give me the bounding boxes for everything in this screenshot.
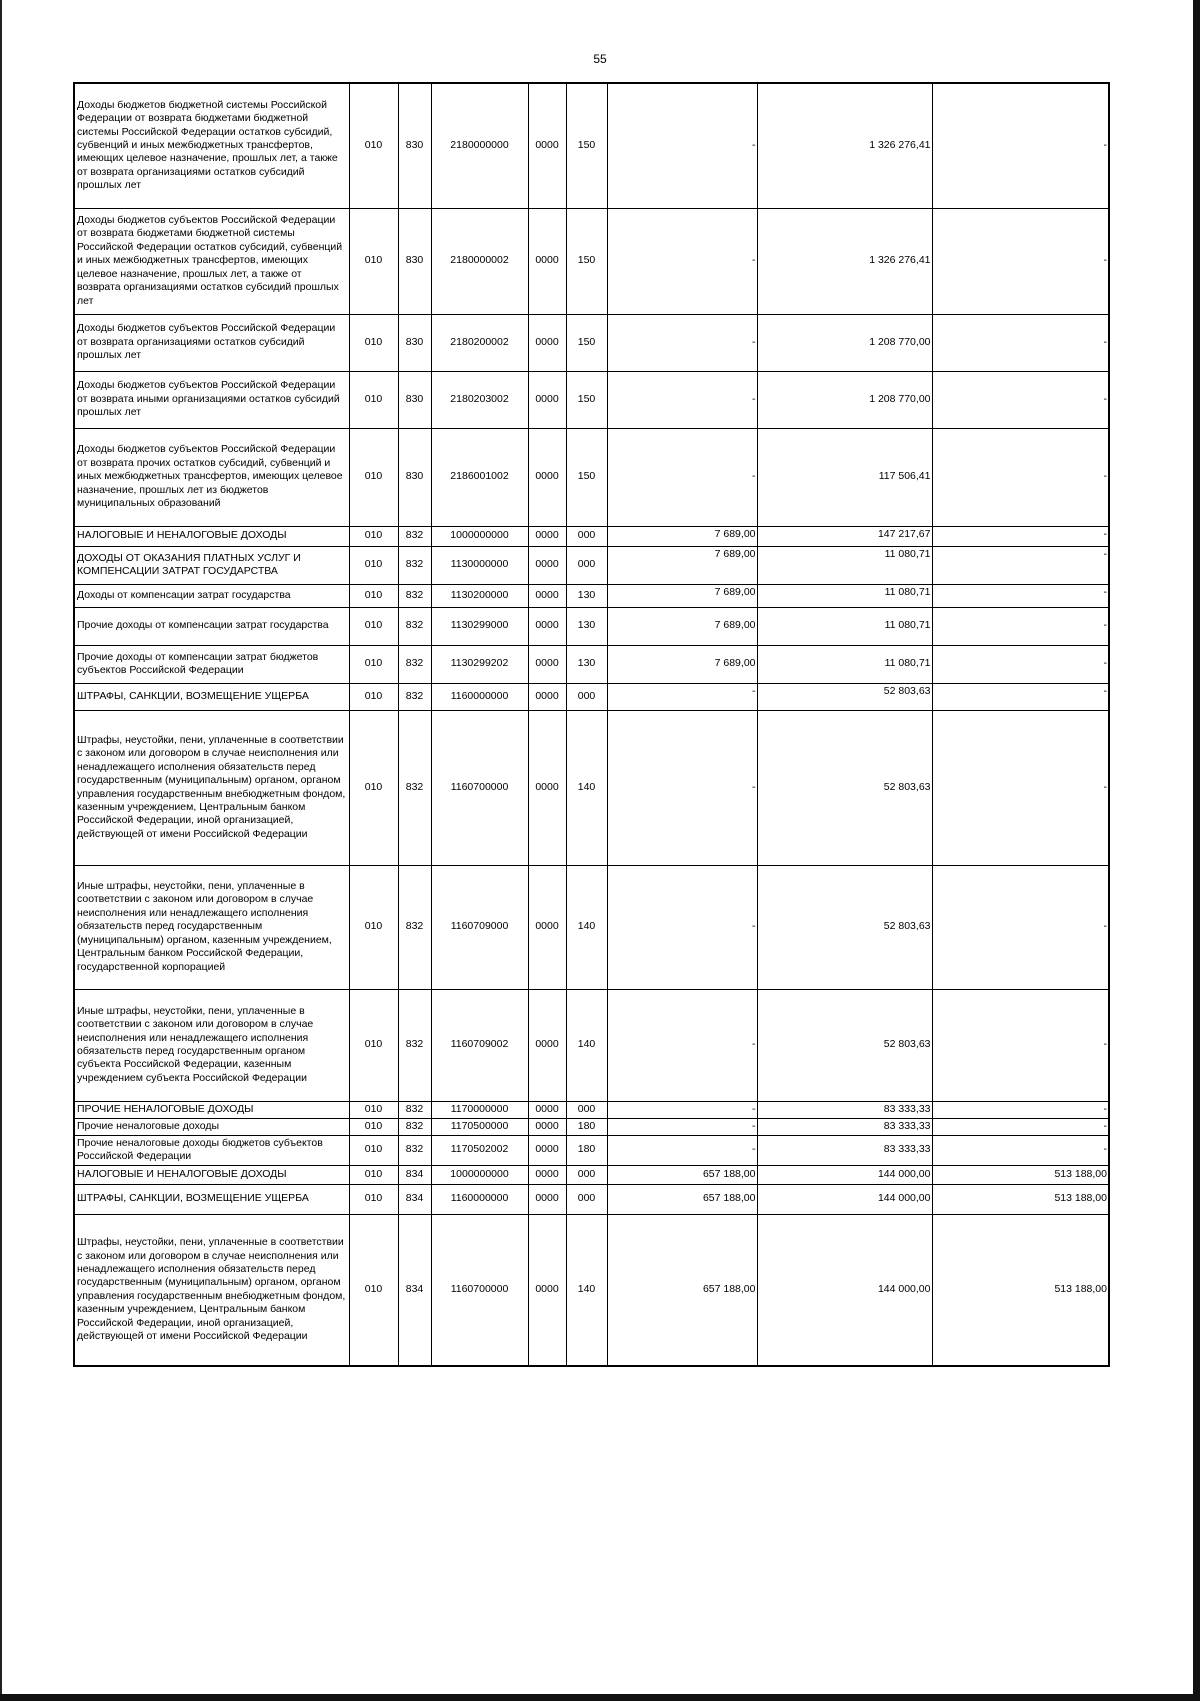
admin-code-cell: 830 bbox=[398, 314, 431, 371]
amount-cell-3: - bbox=[932, 1118, 1109, 1135]
chapter-code-cell: 010 bbox=[349, 83, 398, 208]
subtype-code-cell: 0000 bbox=[528, 546, 566, 584]
amount-cell-3: - bbox=[932, 526, 1109, 546]
amount-cell-1: 657 188,00 bbox=[607, 1184, 757, 1214]
row-name-cell: ПРОЧИЕ НЕНАЛОГОВЫЕ ДОХОДЫ bbox=[74, 1101, 349, 1118]
chapter-code-cell: 010 bbox=[349, 1135, 398, 1165]
amount-cell-1: - bbox=[607, 208, 757, 314]
amount-cell-1: - bbox=[607, 989, 757, 1101]
table-row bbox=[74, 645, 1109, 683]
subtype-code-cell: 0000 bbox=[528, 314, 566, 371]
admin-code-cell: 830 bbox=[398, 208, 431, 314]
admin-code-cell: 832 bbox=[398, 683, 431, 710]
admin-code-cell: 832 bbox=[398, 710, 431, 865]
amount-cell-2: 83 333,33 bbox=[757, 1118, 932, 1135]
table-row bbox=[74, 1135, 1109, 1165]
amount-cell-1: - bbox=[607, 314, 757, 371]
admin-code-cell: 834 bbox=[398, 1165, 431, 1184]
classification-code-cell: 150 bbox=[566, 428, 607, 526]
classification-code-cell: 180 bbox=[566, 1135, 607, 1165]
revenue-code-cell: 1130299202 bbox=[431, 645, 528, 683]
amount-cell-3: - bbox=[932, 710, 1109, 865]
subtype-code-cell: 0000 bbox=[528, 1214, 566, 1366]
table-row bbox=[74, 526, 1109, 546]
chapter-code-cell: 010 bbox=[349, 989, 398, 1101]
admin-code-cell: 832 bbox=[398, 607, 431, 645]
chapter-code-cell: 010 bbox=[349, 1101, 398, 1118]
row-name-cell: Доходы бюджетов бюджетной системы Российской Федерации от возврата бюджетами бюджетной системы Российской Федерации остатков субсидий, субвенций и иных межбюджетных трансфертов, имеющих целевое назначение, прошлых лет, а также от возврата организациями остатков субсидий прошлых лет bbox=[74, 83, 349, 208]
amount-cell-3: - bbox=[932, 607, 1109, 645]
amount-cell-2: 11 080,71 bbox=[757, 546, 932, 584]
classification-code-cell: 000 bbox=[566, 683, 607, 710]
chapter-code-cell: 010 bbox=[349, 710, 398, 865]
amount-cell-1: 7 689,00 bbox=[607, 546, 757, 584]
amount-cell-2: 83 333,33 bbox=[757, 1101, 932, 1118]
subtype-code-cell: 0000 bbox=[528, 645, 566, 683]
revenue-code-cell: 1130299000 bbox=[431, 607, 528, 645]
amount-cell-1: - bbox=[607, 1118, 757, 1135]
amount-cell-2: 11 080,71 bbox=[757, 584, 932, 607]
amount-cell-1: 7 689,00 bbox=[607, 607, 757, 645]
revenue-code-cell: 1160700000 bbox=[431, 1214, 528, 1366]
amount-cell-1: 657 188,00 bbox=[607, 1214, 757, 1366]
classification-code-cell: 130 bbox=[566, 607, 607, 645]
subtype-code-cell: 0000 bbox=[528, 865, 566, 989]
admin-code-cell: 834 bbox=[398, 1214, 431, 1366]
amount-cell-3: - bbox=[932, 865, 1109, 989]
subtype-code-cell: 0000 bbox=[528, 710, 566, 865]
amount-cell-1: - bbox=[607, 371, 757, 428]
revenue-code-cell: 1130200000 bbox=[431, 584, 528, 607]
amount-cell-1: 7 689,00 bbox=[607, 584, 757, 607]
amount-cell-2: 144 000,00 bbox=[757, 1214, 932, 1366]
amount-cell-2: 11 080,71 bbox=[757, 607, 932, 645]
amount-cell-2: 52 803,63 bbox=[757, 865, 932, 989]
chapter-code-cell: 010 bbox=[349, 607, 398, 645]
table-row bbox=[74, 314, 1109, 371]
classification-code-cell: 140 bbox=[566, 1214, 607, 1366]
amount-cell-2: 1 208 770,00 bbox=[757, 314, 932, 371]
amount-cell-1: - bbox=[607, 428, 757, 526]
revenue-code-cell: 1160700000 bbox=[431, 710, 528, 865]
revenue-code-cell: 1160709000 bbox=[431, 865, 528, 989]
amount-cell-2: 52 803,63 bbox=[757, 989, 932, 1101]
revenue-code-cell: 2186001002 bbox=[431, 428, 528, 526]
table-row bbox=[74, 1214, 1109, 1366]
classification-code-cell: 000 bbox=[566, 1101, 607, 1118]
subtype-code-cell: 0000 bbox=[528, 1135, 566, 1165]
amount-cell-1: - bbox=[607, 683, 757, 710]
scan-edge-right bbox=[1193, 0, 1200, 1701]
classification-code-cell: 150 bbox=[566, 314, 607, 371]
amount-cell-1: 7 689,00 bbox=[607, 526, 757, 546]
table-row bbox=[74, 83, 1109, 208]
chapter-code-cell: 010 bbox=[349, 1184, 398, 1214]
budget-revenue-table bbox=[73, 82, 1110, 1367]
amount-cell-1: - bbox=[607, 710, 757, 865]
row-name-cell: Доходы бюджетов субъектов Российской Федерации от возврата иными организациями остатков субсидий прошлых лет bbox=[74, 371, 349, 428]
table-row bbox=[74, 1184, 1109, 1214]
amount-cell-3: - bbox=[932, 208, 1109, 314]
revenue-code-cell: 1000000000 bbox=[431, 526, 528, 546]
revenue-code-cell: 1000000000 bbox=[431, 1165, 528, 1184]
table-row bbox=[74, 208, 1109, 314]
subtype-code-cell: 0000 bbox=[528, 1184, 566, 1214]
subtype-code-cell: 0000 bbox=[528, 607, 566, 645]
subtype-code-cell: 0000 bbox=[528, 584, 566, 607]
table-row bbox=[74, 1118, 1109, 1135]
amount-cell-3: - bbox=[932, 989, 1109, 1101]
row-name-cell: ДОХОДЫ ОТ ОКАЗАНИЯ ПЛАТНЫХ УСЛУГ И КОМПЕНСАЦИИ ЗАТРАТ ГОСУДАРСТВА bbox=[74, 546, 349, 584]
table-row bbox=[74, 371, 1109, 428]
row-name-cell: Доходы бюджетов субъектов Российской Федерации от возврата бюджетами бюджетной системы Российской Федерации остатков субсидий, субвенций и иных межбюджетных трансфертов, имеющих целевое назначение, прошлых лет, а также от возврата организациями остатков субсидий прошлых лет bbox=[74, 208, 349, 314]
classification-code-cell: 150 bbox=[566, 208, 607, 314]
amount-cell-1: 657 188,00 bbox=[607, 1165, 757, 1184]
admin-code-cell: 832 bbox=[398, 865, 431, 989]
amount-cell-3: 513 188,00 bbox=[932, 1165, 1109, 1184]
table-row bbox=[74, 546, 1109, 584]
amount-cell-2: 144 000,00 bbox=[757, 1184, 932, 1214]
table-row bbox=[74, 1165, 1109, 1184]
admin-code-cell: 830 bbox=[398, 371, 431, 428]
chapter-code-cell: 010 bbox=[349, 314, 398, 371]
chapter-code-cell: 010 bbox=[349, 371, 398, 428]
table-row bbox=[74, 584, 1109, 607]
classification-code-cell: 140 bbox=[566, 989, 607, 1101]
amount-cell-2: 52 803,63 bbox=[757, 683, 932, 710]
row-name-cell: НАЛОГОВЫЕ И НЕНАЛОГОВЫЕ ДОХОДЫ bbox=[74, 526, 349, 546]
subtype-code-cell: 0000 bbox=[528, 526, 566, 546]
row-name-cell: Прочие неналоговые доходы бюджетов субъектов Российской Федерации bbox=[74, 1135, 349, 1165]
amount-cell-1: - bbox=[607, 83, 757, 208]
admin-code-cell: 832 bbox=[398, 1118, 431, 1135]
amount-cell-2: 117 506,41 bbox=[757, 428, 932, 526]
amount-cell-3: - bbox=[932, 683, 1109, 710]
revenue-code-cell: 1160709002 bbox=[431, 989, 528, 1101]
classification-code-cell: 000 bbox=[566, 526, 607, 546]
admin-code-cell: 832 bbox=[398, 1135, 431, 1165]
row-name-cell: Прочие доходы от компенсации затрат бюджетов субъектов Российской Федерации bbox=[74, 645, 349, 683]
amount-cell-1: - bbox=[607, 1135, 757, 1165]
row-name-cell: Штрафы, неустойки, пени, уплаченные в соответствии с законом или договором в случае неисполнения или ненадлежащего исполнения обязательств перед государственным (муниципальным) органом, органом управления государственным внебюджетным фондом, казенным учреждением, Центральным банком Российской Федерации, иной организацией, действующей от имени Российской Федерации bbox=[74, 710, 349, 865]
chapter-code-cell: 010 bbox=[349, 546, 398, 584]
revenue-code-cell: 1170000000 bbox=[431, 1101, 528, 1118]
admin-code-cell: 832 bbox=[398, 645, 431, 683]
row-name-cell: Штрафы, неустойки, пени, уплаченные в соответствии с законом или договором в случае неисполнения или ненадлежащего исполнения обязательств перед государственным (муниципальным) органом, органом управления государственным внебюджетным фондом, казенным учреждением, Центральным банком Российской Федерации, иной организацией, действующей от имени Российской Федерации bbox=[74, 1214, 349, 1366]
amount-cell-3: - bbox=[932, 371, 1109, 428]
classification-code-cell: 130 bbox=[566, 584, 607, 607]
row-name-cell: Прочие неналоговые доходы bbox=[74, 1118, 349, 1135]
amount-cell-2: 147 217,67 bbox=[757, 526, 932, 546]
classification-code-cell: 140 bbox=[566, 865, 607, 989]
row-name-cell: ШТРАФЫ, САНКЦИИ, ВОЗМЕЩЕНИЕ УЩЕРБА bbox=[74, 1184, 349, 1214]
row-name-cell: Доходы бюджетов субъектов Российской Федерации от возврата организациями остатков субсидий прошлых лет bbox=[74, 314, 349, 371]
classification-code-cell: 180 bbox=[566, 1118, 607, 1135]
classification-code-cell: 150 bbox=[566, 83, 607, 208]
subtype-code-cell: 0000 bbox=[528, 208, 566, 314]
chapter-code-cell: 010 bbox=[349, 1165, 398, 1184]
admin-code-cell: 832 bbox=[398, 546, 431, 584]
table-body bbox=[74, 83, 1109, 1366]
revenue-code-cell: 1160000000 bbox=[431, 683, 528, 710]
revenue-code-cell: 1170500000 bbox=[431, 1118, 528, 1135]
admin-code-cell: 832 bbox=[398, 584, 431, 607]
revenue-code-cell: 2180000002 bbox=[431, 208, 528, 314]
amount-cell-2: 144 000,00 bbox=[757, 1165, 932, 1184]
revenue-code-cell: 2180000000 bbox=[431, 83, 528, 208]
subtype-code-cell: 0000 bbox=[528, 428, 566, 526]
scan-edge-left bbox=[0, 0, 2, 1701]
classification-code-cell: 150 bbox=[566, 371, 607, 428]
chapter-code-cell: 010 bbox=[349, 1118, 398, 1135]
amount-cell-3: - bbox=[932, 584, 1109, 607]
chapter-code-cell: 010 bbox=[349, 1214, 398, 1366]
amount-cell-3: 513 188,00 bbox=[932, 1184, 1109, 1214]
table-row bbox=[74, 607, 1109, 645]
amount-cell-3: - bbox=[932, 546, 1109, 584]
amount-cell-3: - bbox=[932, 428, 1109, 526]
page-number: 55 bbox=[593, 52, 607, 66]
chapter-code-cell: 010 bbox=[349, 526, 398, 546]
admin-code-cell: 832 bbox=[398, 1101, 431, 1118]
row-name-cell: ШТРАФЫ, САНКЦИИ, ВОЗМЕЩЕНИЕ УЩЕРБА bbox=[74, 683, 349, 710]
table-row bbox=[74, 428, 1109, 526]
amount-cell-1: - bbox=[607, 1101, 757, 1118]
amount-cell-1: - bbox=[607, 865, 757, 989]
subtype-code-cell: 0000 bbox=[528, 1165, 566, 1184]
revenue-code-cell: 1130000000 bbox=[431, 546, 528, 584]
subtype-code-cell: 0000 bbox=[528, 371, 566, 428]
chapter-code-cell: 010 bbox=[349, 865, 398, 989]
row-name-cell: Иные штрафы, неустойки, пени, уплаченные в соответствии с законом или договором в случае неисполнения или ненадлежащего исполнения обязательств перед государственным органом субъекта Российской Федерации, казенным учреждением субъекта Российской Федерации bbox=[74, 989, 349, 1101]
amount-cell-3: - bbox=[932, 83, 1109, 208]
admin-code-cell: 830 bbox=[398, 428, 431, 526]
row-name-cell: Прочие доходы от компенсации затрат государства bbox=[74, 607, 349, 645]
table-row bbox=[74, 989, 1109, 1101]
subtype-code-cell: 0000 bbox=[528, 683, 566, 710]
table-row bbox=[74, 710, 1109, 865]
revenue-code-cell: 1170502002 bbox=[431, 1135, 528, 1165]
admin-code-cell: 832 bbox=[398, 526, 431, 546]
scan-edge-bottom bbox=[0, 1694, 1200, 1701]
classification-code-cell: 140 bbox=[566, 710, 607, 865]
table-row bbox=[74, 865, 1109, 989]
amount-cell-2: 1 326 276,41 bbox=[757, 83, 932, 208]
amount-cell-1: 7 689,00 bbox=[607, 645, 757, 683]
table-row bbox=[74, 683, 1109, 710]
amount-cell-2: 83 333,33 bbox=[757, 1135, 932, 1165]
amount-cell-2: 11 080,71 bbox=[757, 645, 932, 683]
amount-cell-3: - bbox=[932, 314, 1109, 371]
row-name-cell: Доходы бюджетов субъектов Российской Федерации от возврата прочих остатков субсидий, субвенций и иных межбюджетных трансфертов, имеющих целевое назначение, прошлых лет из бюджетов муниципальных образований bbox=[74, 428, 349, 526]
chapter-code-cell: 010 bbox=[349, 683, 398, 710]
classification-code-cell: 000 bbox=[566, 546, 607, 584]
amount-cell-3: - bbox=[932, 645, 1109, 683]
row-name-cell: Иные штрафы, неустойки, пени, уплаченные в соответствии с законом или договором в случае неисполнения или ненадлежащего исполнения обязательств перед государственным (муниципальным) органом, казенным учреждением, Центральным банком Российской Федерации, государственной корпорацией bbox=[74, 865, 349, 989]
chapter-code-cell: 010 bbox=[349, 645, 398, 683]
amount-cell-3: - bbox=[932, 1101, 1109, 1118]
subtype-code-cell: 0000 bbox=[528, 1118, 566, 1135]
amount-cell-2: 1 208 770,00 bbox=[757, 371, 932, 428]
chapter-code-cell: 010 bbox=[349, 584, 398, 607]
amount-cell-3: - bbox=[932, 1135, 1109, 1165]
chapter-code-cell: 010 bbox=[349, 428, 398, 526]
admin-code-cell: 832 bbox=[398, 989, 431, 1101]
classification-code-cell: 000 bbox=[566, 1165, 607, 1184]
subtype-code-cell: 0000 bbox=[528, 989, 566, 1101]
amount-cell-3: 513 188,00 bbox=[932, 1214, 1109, 1366]
admin-code-cell: 834 bbox=[398, 1184, 431, 1214]
chapter-code-cell: 010 bbox=[349, 208, 398, 314]
revenue-code-cell: 2180200002 bbox=[431, 314, 528, 371]
amount-cell-2: 52 803,63 bbox=[757, 710, 932, 865]
amount-cell-2: 1 326 276,41 bbox=[757, 208, 932, 314]
subtype-code-cell: 0000 bbox=[528, 83, 566, 208]
admin-code-cell: 830 bbox=[398, 83, 431, 208]
classification-code-cell: 130 bbox=[566, 645, 607, 683]
table-row bbox=[74, 1101, 1109, 1118]
revenue-code-cell: 2180203002 bbox=[431, 371, 528, 428]
revenue-code-cell: 1160000000 bbox=[431, 1184, 528, 1214]
row-name-cell: НАЛОГОВЫЕ И НЕНАЛОГОВЫЕ ДОХОДЫ bbox=[74, 1165, 349, 1184]
row-name-cell: Доходы от компенсации затрат государства bbox=[74, 584, 349, 607]
subtype-code-cell: 0000 bbox=[528, 1101, 566, 1118]
classification-code-cell: 000 bbox=[566, 1184, 607, 1214]
